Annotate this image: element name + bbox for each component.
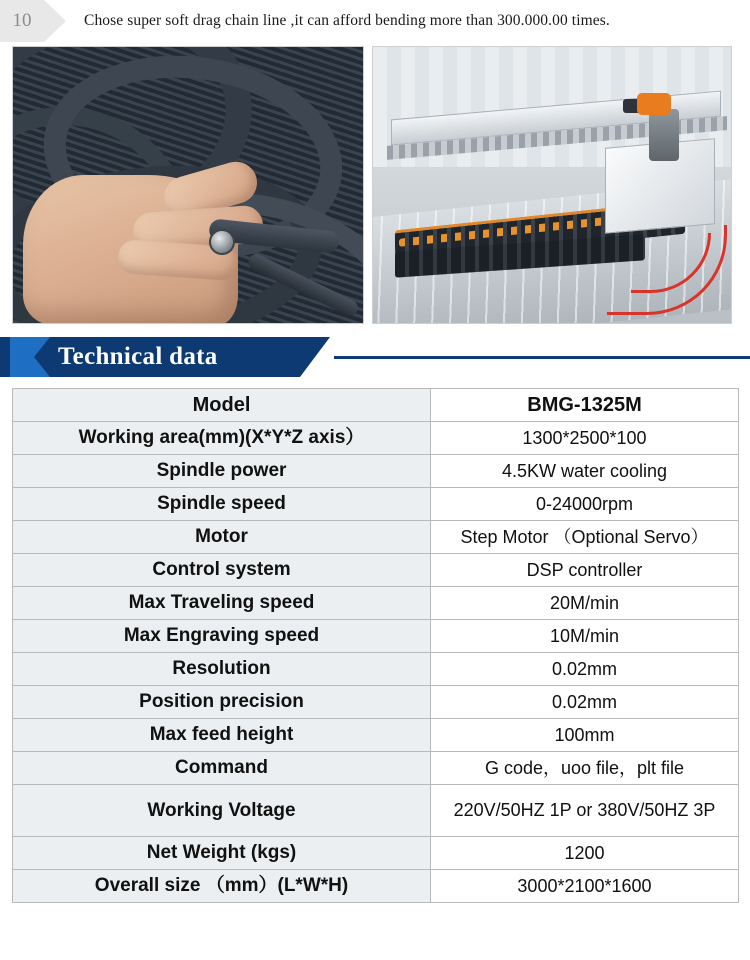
spec-key: Overall size （mm）(L*W*H) [13,870,431,903]
table-row [13,686,739,719]
table-row [13,620,739,653]
orange-valve [637,93,671,115]
table-row [13,653,739,686]
feature-description: Chose super soft drag chain line ,it can afford bending more than 300.000.00 times. [84,12,610,29]
technical-data-table [12,388,739,903]
spec-value: Step Motor （Optional Servo） [431,521,739,554]
spec-key: Resolution [13,653,431,686]
spec-value: BMG-1325M [431,389,739,422]
feature-callout [0,0,750,42]
spec-key: Command [13,752,431,785]
table-row [13,422,739,455]
spec-value: 20M/min [431,587,739,620]
spec-key: Max Engraving speed [13,620,431,653]
spec-key: Spindle power [13,455,431,488]
feature-number-badge: 10 [0,0,44,42]
spec-value: 3000*2100*1600 [431,870,739,903]
spec-table-container [0,380,750,903]
spec-key: Motor [13,521,431,554]
table-row [13,837,739,870]
section-header [0,334,750,380]
cnc-machine-drag-chain-photo [372,46,732,324]
section-underline [334,356,750,359]
ribbon-corner-icon [10,337,50,377]
spec-key: Control system [13,554,431,587]
spec-key: Spindle speed [13,488,431,521]
spec-key: Position precision [13,686,431,719]
spec-key: Net Weight (kgs) [13,837,431,870]
table-row [13,785,739,837]
spec-key: Model [13,389,431,422]
spec-key: Working Voltage [13,785,431,837]
spec-value: 0.02mm [431,686,739,719]
spec-value: 0-24000rpm [431,488,739,521]
spec-value: 220V/50HZ 1P or 380V/50HZ 3P [431,785,739,837]
spec-key: Max feed height [13,719,431,752]
spec-value: G code，uoo file，plt file [431,752,739,785]
table-row [13,455,739,488]
table-row [13,389,739,422]
spec-value: DSP controller [431,554,739,587]
spindle-icon [649,109,679,161]
spec-key: Working area(mm)(X*Y*Z axis） [13,422,431,455]
table-row [13,521,739,554]
spec-value: 4.5KW water cooling [431,455,739,488]
table-row [13,719,739,752]
spec-value: 0.02mm [431,653,739,686]
table-row [13,488,739,521]
table-row [13,587,739,620]
spec-value: 100mm [431,719,739,752]
table-row [13,752,739,785]
table-row [13,870,739,903]
table-row [13,554,739,587]
coiled-drag-chain-cable-photo [12,46,364,324]
spec-value: 10M/min [431,620,739,653]
section-title-ribbon [0,337,300,377]
spec-value: 1200 [431,837,739,870]
photo-gallery [0,42,750,324]
section-title-text: Technical data [58,343,218,370]
spec-value: 1300*2500*100 [431,422,739,455]
feature-arrow-icon [44,0,66,42]
spec-key: Max Traveling speed [13,587,431,620]
